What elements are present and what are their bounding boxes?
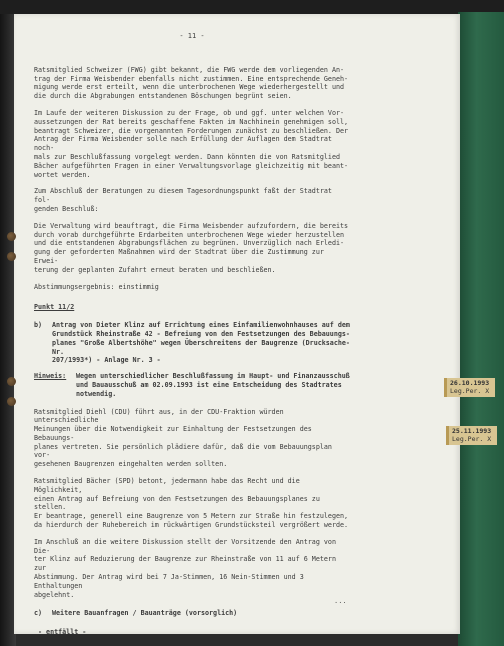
- paragraph: Ratsmitglied Diehl (CDU) führt aus, in der CDU-Fraktion würden unterschiedliche Meinungen über die Notwendigkeit zur Einhaltung der Festsetzungen des Bebauungs- planes vertreten. Sie persönlich plädiere dafür, daß die vom Bebauungsplan vor- gesehenen Baugrenzen eingehalten werden sollten.: [34, 407, 332, 469]
- agenda-item-b: [34, 321, 350, 365]
- paragraph: Im Laufe der weiteren Diskussion zu der Frage, ob und ggf. unter welchen Vor- aussetzungen der Rat bereits geschaffene Fakten im Nachhinein genehmigen soll, beantragt Schweizer, die vorgenannten Forderungen zunächst zu beschließen. Der Antrag der Firma Weisbender solle nach Erfüllung der Auflagen dem Stadtrat noch- mals zur Beschlußfassung vorgelegt werden. Dann könnten die von Ratsmitglied Bächer aufgeführten Fragen in einer Verwaltungsvorlage gleichzeitig mit beant- wortet werden.: [34, 108, 349, 179]
- item-label: b): [34, 321, 43, 330]
- paragraph: Im Anschluß an die weitere Diskussion stellt der Vorsitzende den Antrag von Die- ter Klinz auf Reduzierung der Baugrenze zur Rheinstraße von 11 auf 6 Metern zur Abstimmung. Der Antrag wird bei 7 Ja-Stimmen, 16 Nein-Stimmen und 3 Enthaltungen abgelehnt.: [34, 537, 336, 599]
- punch-hole: [7, 377, 16, 386]
- folder-green-edge: [458, 12, 504, 646]
- hinweis-note: [34, 372, 350, 398]
- paragraph: Ratsmitglied Bächer (SPD) betont, jedermann habe das Recht und die Möglichkeit, einen Antrag auf Befreiung von den Festsetzungen des Bebauungsplanes zu stellen. Er beantrage, generell eine Baugrenze von 5 Metern zur Straße hin festzulegen, da hierdurch der Ruhebereich im rückwärtigen Grundstücksteil vergrößert werde.: [34, 477, 349, 530]
- vote-result: Abstimmungsergebnis: einstimmig: [34, 282, 159, 291]
- stamp-text: Leg.Per. X: [450, 386, 490, 395]
- binder-top-edge: [0, 0, 504, 14]
- punch-hole: [7, 397, 16, 406]
- hinweis-text: Wegen unterschiedlicher Beschlußfassung im Haupt- und Finanzausschuß und Bauausschuß am 02.09.1993 ist eine Entscheidung des Stadtrates notwendig.: [76, 372, 350, 398]
- page-content: [34, 32, 350, 637]
- item-text: Weitere Bauanfragen / Bauanträge (vorsorglich): [52, 609, 238, 618]
- hinweis-label: Hinweis:: [34, 372, 67, 381]
- paragraph: Ratsmitglied Schweizer (FWG) gibt bekannt, die FWG werde dem vorliegenden An- trag der Firma Weisbender ebenfalls nicht zustimmen. Eine entsprechende Geneh- migung werde erst erteilt, wenn die unterbrochenen Wege wiederhergestellt und die durch die Abgrabungen entstandenen Böschungen begrünt seien.: [34, 65, 349, 101]
- stamp-date: 26.10.1993: [450, 379, 490, 387]
- item-label: c): [34, 609, 43, 618]
- continuation-dots: ...: [334, 597, 347, 605]
- legislative-period-stamp: [444, 378, 495, 397]
- punch-hole: [7, 252, 16, 261]
- item-text: Antrag von Dieter Klinz auf Errichtung eines Einfamilienwohnhauses auf dem Grundstück Rheinstraße 42 - Befreiung von den Festsetzungen des Bebauungs- planes "Große Albertshöhe" wegen Überschreitens der Baugrenze (Drucksache-Nr. 207/1993*) - Anlage Nr. 3 -: [52, 321, 350, 365]
- punch-hole: [7, 232, 16, 241]
- agenda-item-c: [34, 609, 350, 618]
- entfaellt-note: - entfällt -: [38, 628, 87, 637]
- document-page: [14, 14, 460, 637]
- resolution-paragraph: Die Verwaltung wird beauftragt, die Firma Weisbender aufzufordern, die bereits durch vorab durchgeführte Erdarbeiten unterbrochenen Wege wieder herzustellen und die entstandenen Abgrabungsflächen zu begrünen. Unverzüglich nach Erledi- gung der geforderten Maßnahmen wird der Stadtrat über die Zustimmung zur Erwei- terung der geplanten Zufahrt erneut beraten und beschließen.: [34, 221, 349, 274]
- section-heading: Punkt 11/2: [34, 303, 75, 312]
- paragraph: Zum Abschluß der Beratungen zu diesem Tagesordnungspunkt faßt der Stadtrat fol- genden Beschluß:: [34, 187, 332, 213]
- stamp-text: Leg.Per. X: [452, 434, 492, 443]
- legislative-period-stamp: [446, 426, 497, 445]
- stamp-date: 25.11.1993: [452, 427, 492, 435]
- page-number: - 11 -: [179, 32, 205, 40]
